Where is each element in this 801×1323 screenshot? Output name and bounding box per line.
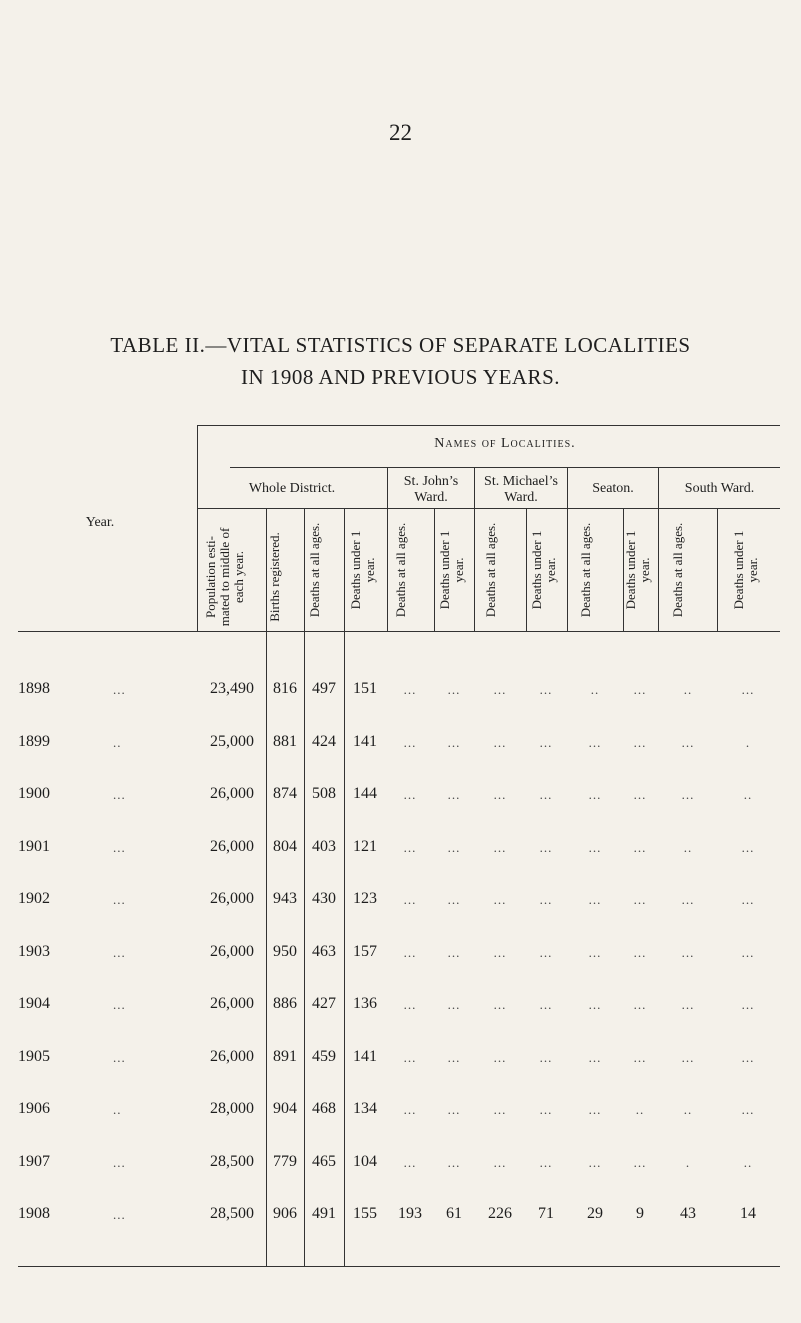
table-cell: 463 — [312, 942, 336, 960]
table-cell: 26,000 — [210, 890, 254, 907]
rule-under-groups — [197, 508, 780, 509]
table-cell: ... — [493, 734, 507, 750]
table-cell: ... — [493, 997, 507, 1012]
table-cell: 29 — [587, 1205, 603, 1222]
table-cell: ... — [403, 734, 417, 750]
table-cell: .. — [683, 1102, 693, 1117]
table-cell: ... — [633, 682, 647, 697]
table-cell: 430 — [312, 890, 336, 907]
table-cell: .. — [743, 1154, 753, 1170]
table-cell: ... — [493, 1154, 507, 1170]
subheader-deaths-under1: Deaths under 1 year. — [529, 530, 558, 610]
rule-under-names — [230, 467, 780, 468]
table-cell: ... — [539, 892, 553, 907]
table-cell: 121 — [353, 837, 377, 855]
births-header: Births registered. — [267, 532, 282, 622]
table-cell: 141 — [353, 732, 377, 750]
table-cell: . — [685, 1154, 691, 1170]
table-cell: ... — [447, 1154, 461, 1170]
table-cell: ... — [741, 682, 755, 697]
table-cell: ... — [588, 787, 602, 802]
year-cell: 1899 — [18, 732, 50, 750]
table-cell: ... — [493, 787, 507, 802]
table-cell: 28,000 — [210, 1100, 254, 1117]
subheader-deaths-under1: Deaths under 1 year. — [348, 530, 377, 610]
year-leader-dots: ... — [113, 1207, 126, 1222]
page-number: 22 — [389, 120, 412, 145]
table-cell: ... — [447, 682, 461, 697]
group-south-ward: South Ward. — [684, 481, 755, 496]
table-cell: ... — [539, 682, 553, 697]
year-cell: 1902 — [18, 890, 50, 907]
year-cell: 1906 — [18, 1100, 50, 1117]
year-header: Year. — [85, 515, 115, 530]
table-cell: 891 — [273, 1047, 297, 1065]
table-cell: ... — [539, 1049, 553, 1065]
rule-sub-5 — [434, 508, 435, 631]
rule-sub-10 — [658, 508, 659, 631]
table-cell: 141 — [353, 1047, 377, 1065]
table-cell: 508 — [312, 785, 336, 802]
table-cell: ... — [403, 997, 417, 1012]
table-title-line-1: TABLE II.—VITAL STATISTICS OF SEPARATE LOCALITIES — [110, 333, 691, 357]
table-cell: 23,490 — [210, 680, 254, 697]
year-cell: 1908 — [18, 1205, 50, 1222]
table-cell: 123 — [353, 890, 377, 907]
year-cell: 1900 — [18, 785, 50, 802]
table-cell: .. — [590, 682, 600, 697]
table-cell: ... — [447, 1049, 461, 1065]
table-cell: 904 — [273, 1100, 297, 1117]
rule-sub-7 — [526, 508, 527, 631]
table-cell: ... — [403, 944, 417, 960]
table-cell: 874 — [273, 785, 297, 802]
table-cell: 193 — [398, 1205, 422, 1222]
year-leader-dots: ... — [113, 892, 126, 907]
table-cell: 136 — [353, 995, 377, 1012]
table-cell: ... — [633, 1049, 647, 1065]
rule-year-column — [197, 425, 198, 631]
table-cell: ... — [681, 892, 695, 907]
table-cell: ... — [633, 787, 647, 802]
year-cell: 1901 — [18, 837, 50, 855]
table-cell: ... — [741, 892, 755, 907]
table-cell: 226 — [488, 1205, 512, 1222]
year-leader-dots: .. — [113, 1102, 122, 1117]
table-cell: ... — [681, 997, 695, 1012]
table-cell: ... — [403, 787, 417, 802]
table-cell: .. — [743, 787, 753, 802]
subheader-deaths-all: Deaths at all ages. — [670, 522, 685, 618]
table-cell: ... — [493, 892, 507, 907]
table-cell: ... — [403, 1102, 417, 1117]
table-cell: 104 — [353, 1152, 377, 1170]
table-cell: ... — [403, 892, 417, 907]
table-cell: ... — [588, 1154, 602, 1170]
table-cell: 25,000 — [210, 732, 254, 750]
subheader-deaths-all: Deaths at all ages. — [577, 522, 593, 618]
subheader-deaths-all: Deaths at all ages. — [482, 522, 498, 618]
table-cell: 403 — [312, 837, 336, 855]
subheader-deaths-under1: Deaths under 1 year. — [623, 530, 652, 610]
table-cell: ... — [588, 1102, 602, 1117]
table-cell: ... — [403, 839, 417, 855]
table-cell: ... — [403, 1049, 417, 1065]
table-cell: 459 — [312, 1047, 336, 1065]
table-cell: 151 — [353, 680, 377, 697]
table-cell: 804 — [273, 837, 297, 855]
year-cell: 1903 — [18, 942, 50, 960]
table-cell: ... — [741, 944, 755, 960]
table-cell: ... — [403, 682, 417, 697]
year-cell: 1904 — [18, 995, 50, 1012]
table-cell: 157 — [353, 942, 377, 960]
table-cell: ... — [633, 997, 647, 1012]
table-cell: ... — [539, 944, 553, 960]
table-cell: 43 — [680, 1205, 696, 1222]
table-cell: ... — [539, 1154, 553, 1170]
table-cell: ... — [539, 839, 553, 855]
table-cell: 61 — [446, 1205, 462, 1222]
population-header: Population esti-mated to middle of each year. — [203, 527, 246, 627]
table-cell: ... — [588, 839, 602, 855]
table-cell: 816 — [273, 680, 297, 697]
table-cell: ... — [447, 997, 461, 1012]
table-cell: 427 — [312, 995, 336, 1012]
table-cell: 134 — [353, 1100, 377, 1117]
group-whole-district: Whole District. — [248, 481, 336, 496]
rule-sub-8 — [567, 508, 568, 631]
table-cell: . — [745, 734, 751, 750]
year-leader-dots: .. — [113, 734, 122, 750]
table-cell: ... — [493, 1049, 507, 1065]
table-cell: ... — [681, 734, 695, 750]
table-cell: ... — [447, 734, 461, 750]
table-cell: ... — [447, 787, 461, 802]
table-cell: .. — [683, 682, 693, 697]
table-cell: 943 — [273, 890, 297, 907]
table-cell: 155 — [353, 1205, 377, 1222]
table-cell: ... — [493, 1102, 507, 1117]
table-cell: ... — [633, 734, 647, 750]
table-cell: ... — [681, 787, 695, 802]
table-cell: 28,500 — [210, 1152, 254, 1170]
table-cell: .. — [635, 1102, 645, 1117]
table-cell: ... — [493, 839, 507, 855]
table-cell: 26,000 — [210, 995, 254, 1012]
year-leader-dots: ... — [113, 1154, 126, 1170]
table-cell: 14 — [740, 1205, 756, 1222]
table-cell: ... — [588, 1049, 602, 1065]
rule-sub-4 — [387, 508, 388, 631]
table-cell: ... — [588, 734, 602, 750]
table-cell: 950 — [273, 942, 297, 960]
subheader-deaths-all: Deaths at all ages. — [306, 522, 322, 618]
year-leader-dots: ... — [113, 787, 126, 802]
table-title-line-2: IN 1908 AND PREVIOUS YEARS. — [241, 365, 560, 389]
table-cell: ... — [493, 682, 507, 697]
table-cell: ... — [741, 1102, 755, 1117]
table-cell: 779 — [273, 1152, 297, 1170]
table-cell: ... — [403, 1154, 417, 1170]
table-cell: ... — [447, 839, 461, 855]
year-cell: 1898 — [18, 680, 50, 697]
table-cell: ... — [493, 944, 507, 960]
table-cell: ... — [741, 1049, 755, 1065]
table-cell: ... — [588, 892, 602, 907]
table-cell: ... — [447, 1102, 461, 1117]
year-leader-dots: ... — [113, 944, 126, 960]
table-cell: ... — [539, 997, 553, 1012]
table-cell: 144 — [353, 785, 377, 802]
year-leader-dots: ... — [113, 997, 126, 1012]
table-cell: ... — [681, 1049, 695, 1065]
table-cell: 71 — [538, 1205, 554, 1222]
table-cell: 26,000 — [210, 1047, 254, 1065]
table-cell: ... — [633, 1154, 647, 1170]
names-of-localities-header: Names of Localities. — [434, 436, 576, 451]
rule-sub-6 — [474, 508, 475, 631]
subheader-deaths-under1: Deaths under 1 year. — [731, 530, 760, 610]
table-cell: ... — [588, 997, 602, 1012]
table-cell: ... — [588, 944, 602, 960]
table-cell: 9 — [636, 1205, 644, 1222]
table-cell: 491 — [312, 1205, 336, 1222]
group-seaton: Seaton. — [592, 481, 634, 496]
table-cell: 906 — [273, 1205, 297, 1222]
year-leader-dots: ... — [113, 839, 126, 855]
table-cell: ... — [681, 944, 695, 960]
table-cell: ... — [633, 892, 647, 907]
year-leader-dots: ... — [113, 1049, 126, 1065]
table-cell: 26,000 — [210, 837, 254, 855]
year-leader-dots: ... — [113, 682, 126, 697]
table-cell: 886 — [273, 995, 297, 1012]
table-cell: 26,000 — [210, 942, 254, 960]
table-cell: ... — [539, 787, 553, 802]
group-st-michaels-ward: St. Michael’s Ward. — [484, 474, 558, 505]
table-cell: ... — [447, 892, 461, 907]
table-cell: 26,000 — [210, 785, 254, 802]
subheader-deaths-all: Deaths at all ages. — [393, 522, 408, 618]
table-cell: ... — [741, 839, 755, 855]
table-cell: 465 — [312, 1152, 336, 1170]
rule-sub-11 — [717, 508, 718, 631]
table-cell: ... — [633, 839, 647, 855]
table-cell: ... — [741, 997, 755, 1012]
subheader-deaths-under1: Deaths under 1 year. — [436, 530, 466, 610]
table-cell: 497 — [312, 680, 336, 697]
rule-top — [197, 425, 780, 426]
table-cell: ... — [539, 1102, 553, 1117]
group-st-johns-ward: St. John’s Ward. — [403, 474, 459, 505]
rule-bottom — [18, 1266, 780, 1267]
year-cell: 1905 — [18, 1047, 50, 1065]
table-cell: .. — [683, 839, 693, 855]
table-cell: 468 — [312, 1100, 336, 1117]
table-cell: 424 — [312, 732, 336, 750]
table-cell: ... — [633, 944, 647, 960]
table-cell: ... — [447, 944, 461, 960]
table-cell: ... — [539, 734, 553, 750]
year-cell: 1907 — [18, 1152, 50, 1170]
rule-header-bottom — [18, 631, 780, 632]
table-cell: 28,500 — [210, 1205, 254, 1222]
table-cell: 881 — [273, 732, 297, 750]
